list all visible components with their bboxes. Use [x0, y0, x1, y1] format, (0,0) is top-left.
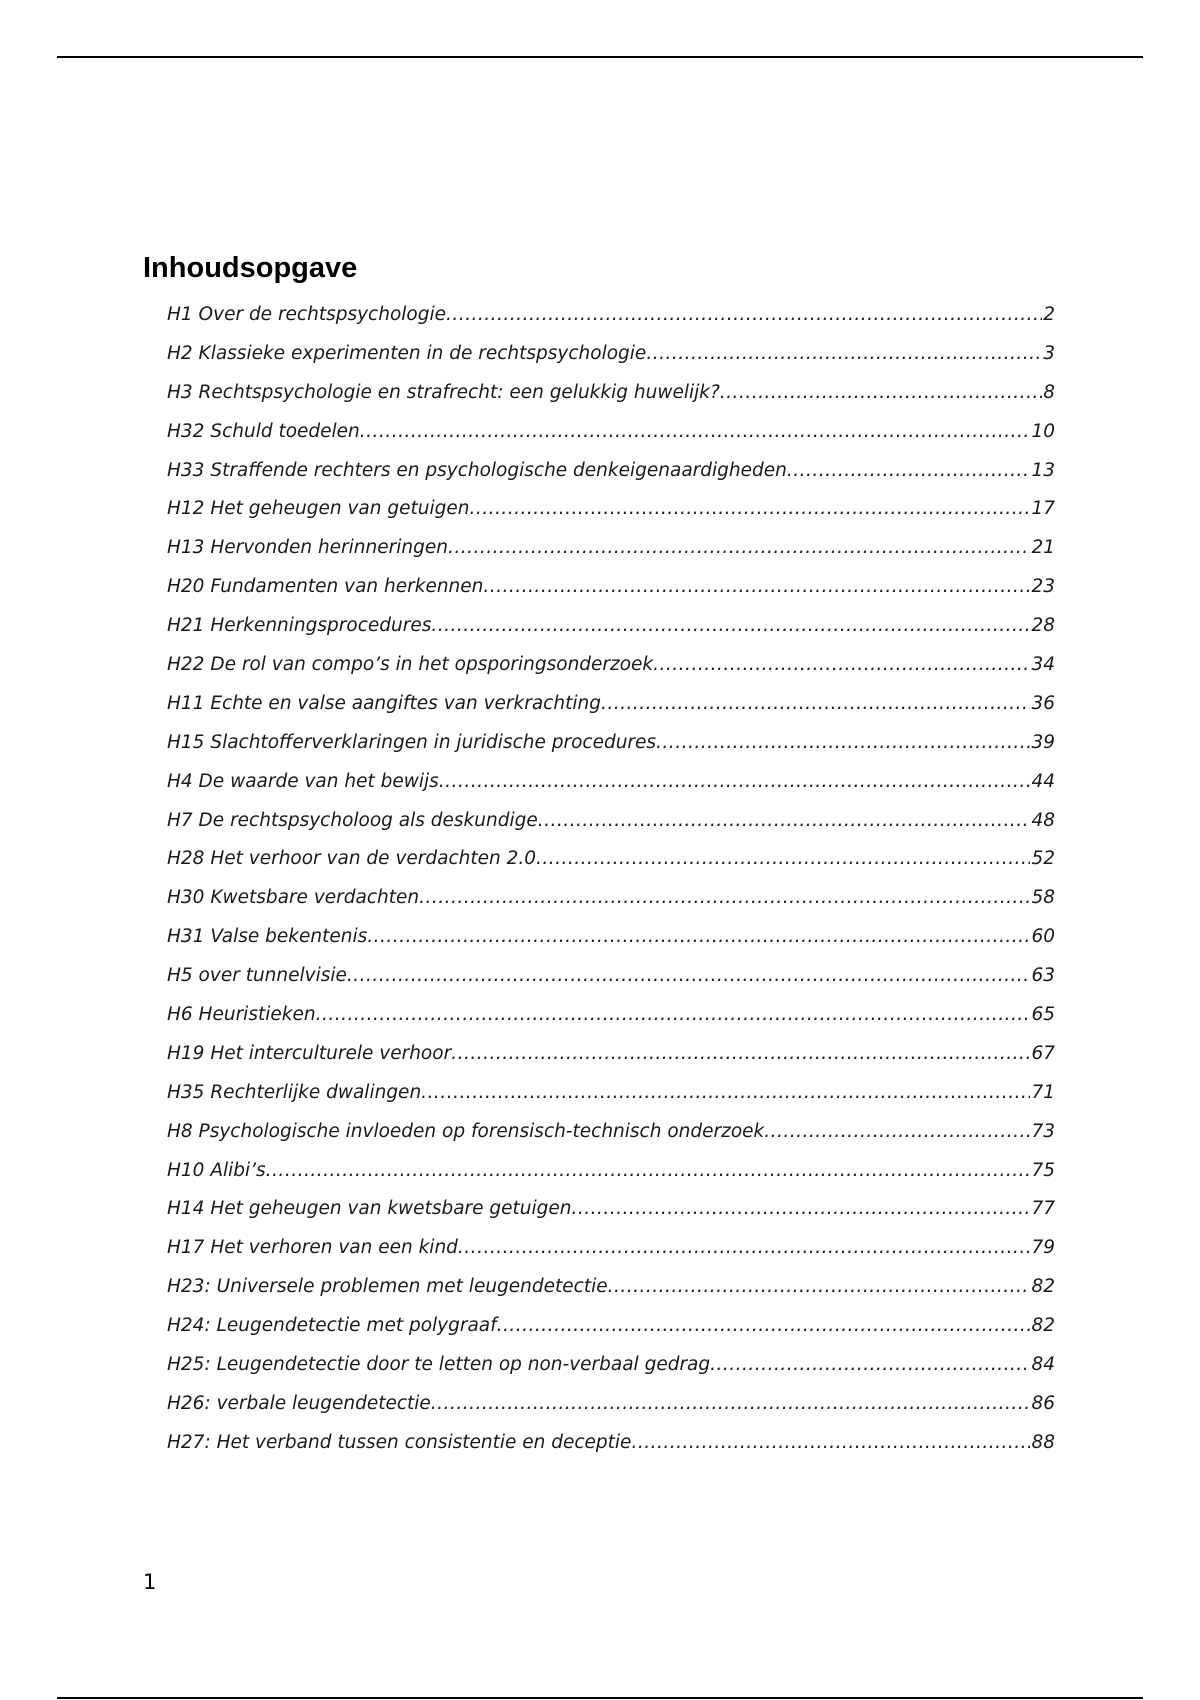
toc-entry-page: 3 [1043, 342, 1055, 364]
toc-leader-dots [431, 611, 1030, 641]
toc-leader-dots [653, 650, 1030, 680]
toc-entry[interactable] [167, 1233, 1055, 1272]
toc-entry-title: H35 Rechterlijke dwalingen [167, 1081, 422, 1103]
toc-entry-title: H7 De rechtspsycholoog als deskundige [167, 809, 538, 831]
toc-entry[interactable] [167, 728, 1055, 767]
toc-entry-page: 8 [1043, 381, 1055, 403]
toc-entry[interactable] [167, 689, 1055, 728]
toc-entry-page: 73 [1031, 1120, 1055, 1142]
toc-leader-dots [538, 806, 1031, 836]
toc-leader-dots [536, 844, 1030, 874]
toc-entry-title: H11 Echte en valse aangiftes van verkrachting [167, 692, 601, 714]
toc-entry-title: H5 over tunnelvisie [167, 965, 347, 987]
toc-entry-title: H26: verbale leugendetectie [167, 1392, 431, 1414]
toc-entry-page: 52 [1031, 848, 1055, 870]
toc-entry-title: H31 Valse bekentenis [167, 926, 368, 948]
toc-leader-dots [646, 339, 1042, 369]
toc-entry[interactable] [167, 922, 1055, 961]
toc-entry[interactable] [167, 883, 1055, 922]
toc-entry-page: 60 [1031, 926, 1055, 948]
toc-entry[interactable] [167, 1117, 1055, 1156]
toc-entry-title: H27: Het verband tussen consistentie en deceptie [167, 1431, 632, 1453]
toc-leader-dots [446, 300, 1042, 330]
toc-entry-page: 44 [1031, 770, 1055, 792]
toc-entry-page: 34 [1031, 654, 1055, 676]
toc-entry-page: 79 [1031, 1237, 1055, 1259]
toc-leader-dots [631, 1428, 1030, 1458]
toc-leader-dots [367, 922, 1030, 952]
toc-entry[interactable] [167, 1350, 1055, 1389]
header-rule [57, 56, 1143, 58]
toc-entry-title: H14 Het geheugen van kwetsbare getuigen [167, 1198, 572, 1220]
toc-leader-dots [710, 1350, 1030, 1380]
toc-leader-dots [572, 1194, 1031, 1224]
toc-entry[interactable] [167, 1000, 1055, 1039]
toc-entry-page: 13 [1031, 459, 1055, 481]
toc-entry[interactable] [167, 300, 1055, 339]
toc-entry[interactable] [167, 494, 1055, 533]
toc-entry-page: 65 [1031, 1004, 1055, 1026]
toc-entry-page: 10 [1031, 420, 1055, 442]
toc-entry-title: H32 Schuld toedelen [167, 420, 360, 442]
toc-entry-title: H33 Straffende rechters en psychologische denkeigenaardigheden [167, 459, 787, 481]
toc-entry[interactable] [167, 533, 1055, 572]
toc-entry[interactable] [167, 844, 1055, 883]
footer-rule [57, 1697, 1143, 1699]
toc-entry-title: H22 De rol van compo’s in het opsporingsonderzoek [167, 654, 654, 676]
toc-entry-page: 88 [1031, 1431, 1055, 1453]
toc-entry[interactable] [167, 806, 1055, 845]
toc-entry-title: H30 Kwetsbare verdachten [167, 887, 420, 909]
toc-entry[interactable] [167, 650, 1055, 689]
toc-entry-page: 36 [1031, 692, 1055, 714]
toc-entry-page: 58 [1031, 887, 1055, 909]
toc-entry-title: H10 Alibi’s [167, 1159, 266, 1181]
toc-entry[interactable] [167, 339, 1055, 378]
toc-entry[interactable] [167, 456, 1055, 495]
toc-entry-page: 21 [1031, 537, 1055, 559]
toc-list [167, 300, 1055, 1467]
toc-leader-dots [458, 1233, 1031, 1263]
toc-entry-page: 28 [1031, 615, 1055, 637]
toc-entry[interactable] [167, 1156, 1055, 1195]
toc-entry-page: 2 [1043, 304, 1055, 325]
toc-entry-page: 17 [1031, 498, 1055, 520]
toc-entry-title: H24: Leugendetectie met polygraaf [167, 1315, 497, 1337]
toc-leader-dots [448, 533, 1030, 563]
toc-leader-dots [764, 1117, 1030, 1147]
toc-entry-title: H6 Heuristieken [167, 1004, 316, 1026]
toc-entry[interactable] [167, 611, 1055, 650]
toc-entry[interactable] [167, 1389, 1055, 1428]
page-number: 1 [143, 1570, 157, 1594]
toc-leader-dots [419, 883, 1030, 913]
toc-entry-page: 84 [1031, 1354, 1055, 1376]
toc-leader-dots [608, 1272, 1031, 1302]
toc-entry-page: 75 [1031, 1159, 1055, 1181]
toc-entry-title: H28 Het verhoor van de verdachten 2.0 [167, 848, 537, 870]
toc-leader-dots [601, 689, 1031, 719]
toc-entry-title: H15 Slachtofferverklaringen in juridische procedures [167, 731, 657, 753]
toc-entry-page: 82 [1031, 1315, 1055, 1337]
toc-entry-title: H4 De waarde van het bewijs [167, 770, 439, 792]
toc-entry-page: 71 [1031, 1081, 1055, 1103]
toc-entry-title: H13 Hervonden herinneringen [167, 537, 448, 559]
toc-leader-dots [483, 572, 1030, 602]
toc-entry-page: 77 [1031, 1198, 1055, 1220]
toc-entry[interactable] [167, 417, 1055, 456]
toc-entry-title: H25: Leugendetectie door te letten op non-verbaal gedrag [167, 1354, 711, 1376]
toc-entry-title: H3 Rechtspsychologie en strafrecht: een gelukkig huwelijk? [167, 381, 720, 403]
toc-entry[interactable] [167, 1311, 1055, 1350]
toc-entry-title: H12 Het geheugen van getuigen [167, 498, 470, 520]
toc-entry[interactable] [167, 961, 1055, 1000]
toc-entry-page: 23 [1031, 576, 1055, 598]
toc-entry[interactable] [167, 1428, 1055, 1467]
toc-leader-dots [266, 1156, 1031, 1186]
toc-leader-dots [469, 494, 1030, 524]
toc-entry[interactable] [167, 1039, 1055, 1078]
toc-entry-page: 63 [1031, 965, 1055, 987]
toc-entry-title: H17 Het verhoren van een kind [167, 1237, 458, 1259]
toc-entry[interactable] [167, 1272, 1055, 1311]
toc-entry-title: H19 Het interculturele verhoor [167, 1042, 452, 1064]
toc-entry[interactable] [167, 767, 1055, 806]
toc-leader-dots [720, 378, 1042, 408]
toc-entry[interactable] [167, 1078, 1055, 1117]
toc-entry-title: H8 Psychologische invloeden op forensisch-technisch onderzoek [167, 1120, 765, 1142]
toc-entry-title: H1 Over de rechtspsychologie [167, 304, 446, 325]
toc-leader-dots [787, 456, 1031, 486]
toc-entry-title: H20 Fundamenten van herkennen [167, 576, 484, 598]
toc-leader-dots [656, 728, 1030, 758]
toc-entry-page: 82 [1031, 1276, 1055, 1298]
toc-leader-dots [316, 1000, 1031, 1030]
toc-entry[interactable] [167, 1194, 1055, 1233]
toc-entry[interactable] [167, 378, 1055, 417]
toc-title: Inhoudsopgave [143, 252, 358, 284]
toc-leader-dots [431, 1389, 1031, 1419]
toc-entry-page: 86 [1031, 1392, 1055, 1414]
toc-leader-dots [439, 767, 1031, 797]
toc-entry-title: H2 Klassieke experimenten in de rechtspsychologie [167, 342, 647, 364]
toc-leader-dots [360, 417, 1031, 447]
toc-leader-dots [451, 1039, 1030, 1069]
toc-entry-title: H21 Herkenningsprocedures [167, 615, 432, 637]
toc-entry[interactable] [167, 572, 1055, 611]
toc-entry-page: 67 [1031, 1042, 1055, 1064]
toc-entry-page: 48 [1031, 809, 1055, 831]
toc-leader-dots [497, 1311, 1031, 1341]
toc-leader-dots [421, 1078, 1030, 1108]
toc-leader-dots [347, 961, 1031, 991]
toc-entry-title: H23: Universele problemen met leugendetectie [167, 1276, 608, 1298]
toc-entry-page: 39 [1031, 731, 1055, 753]
